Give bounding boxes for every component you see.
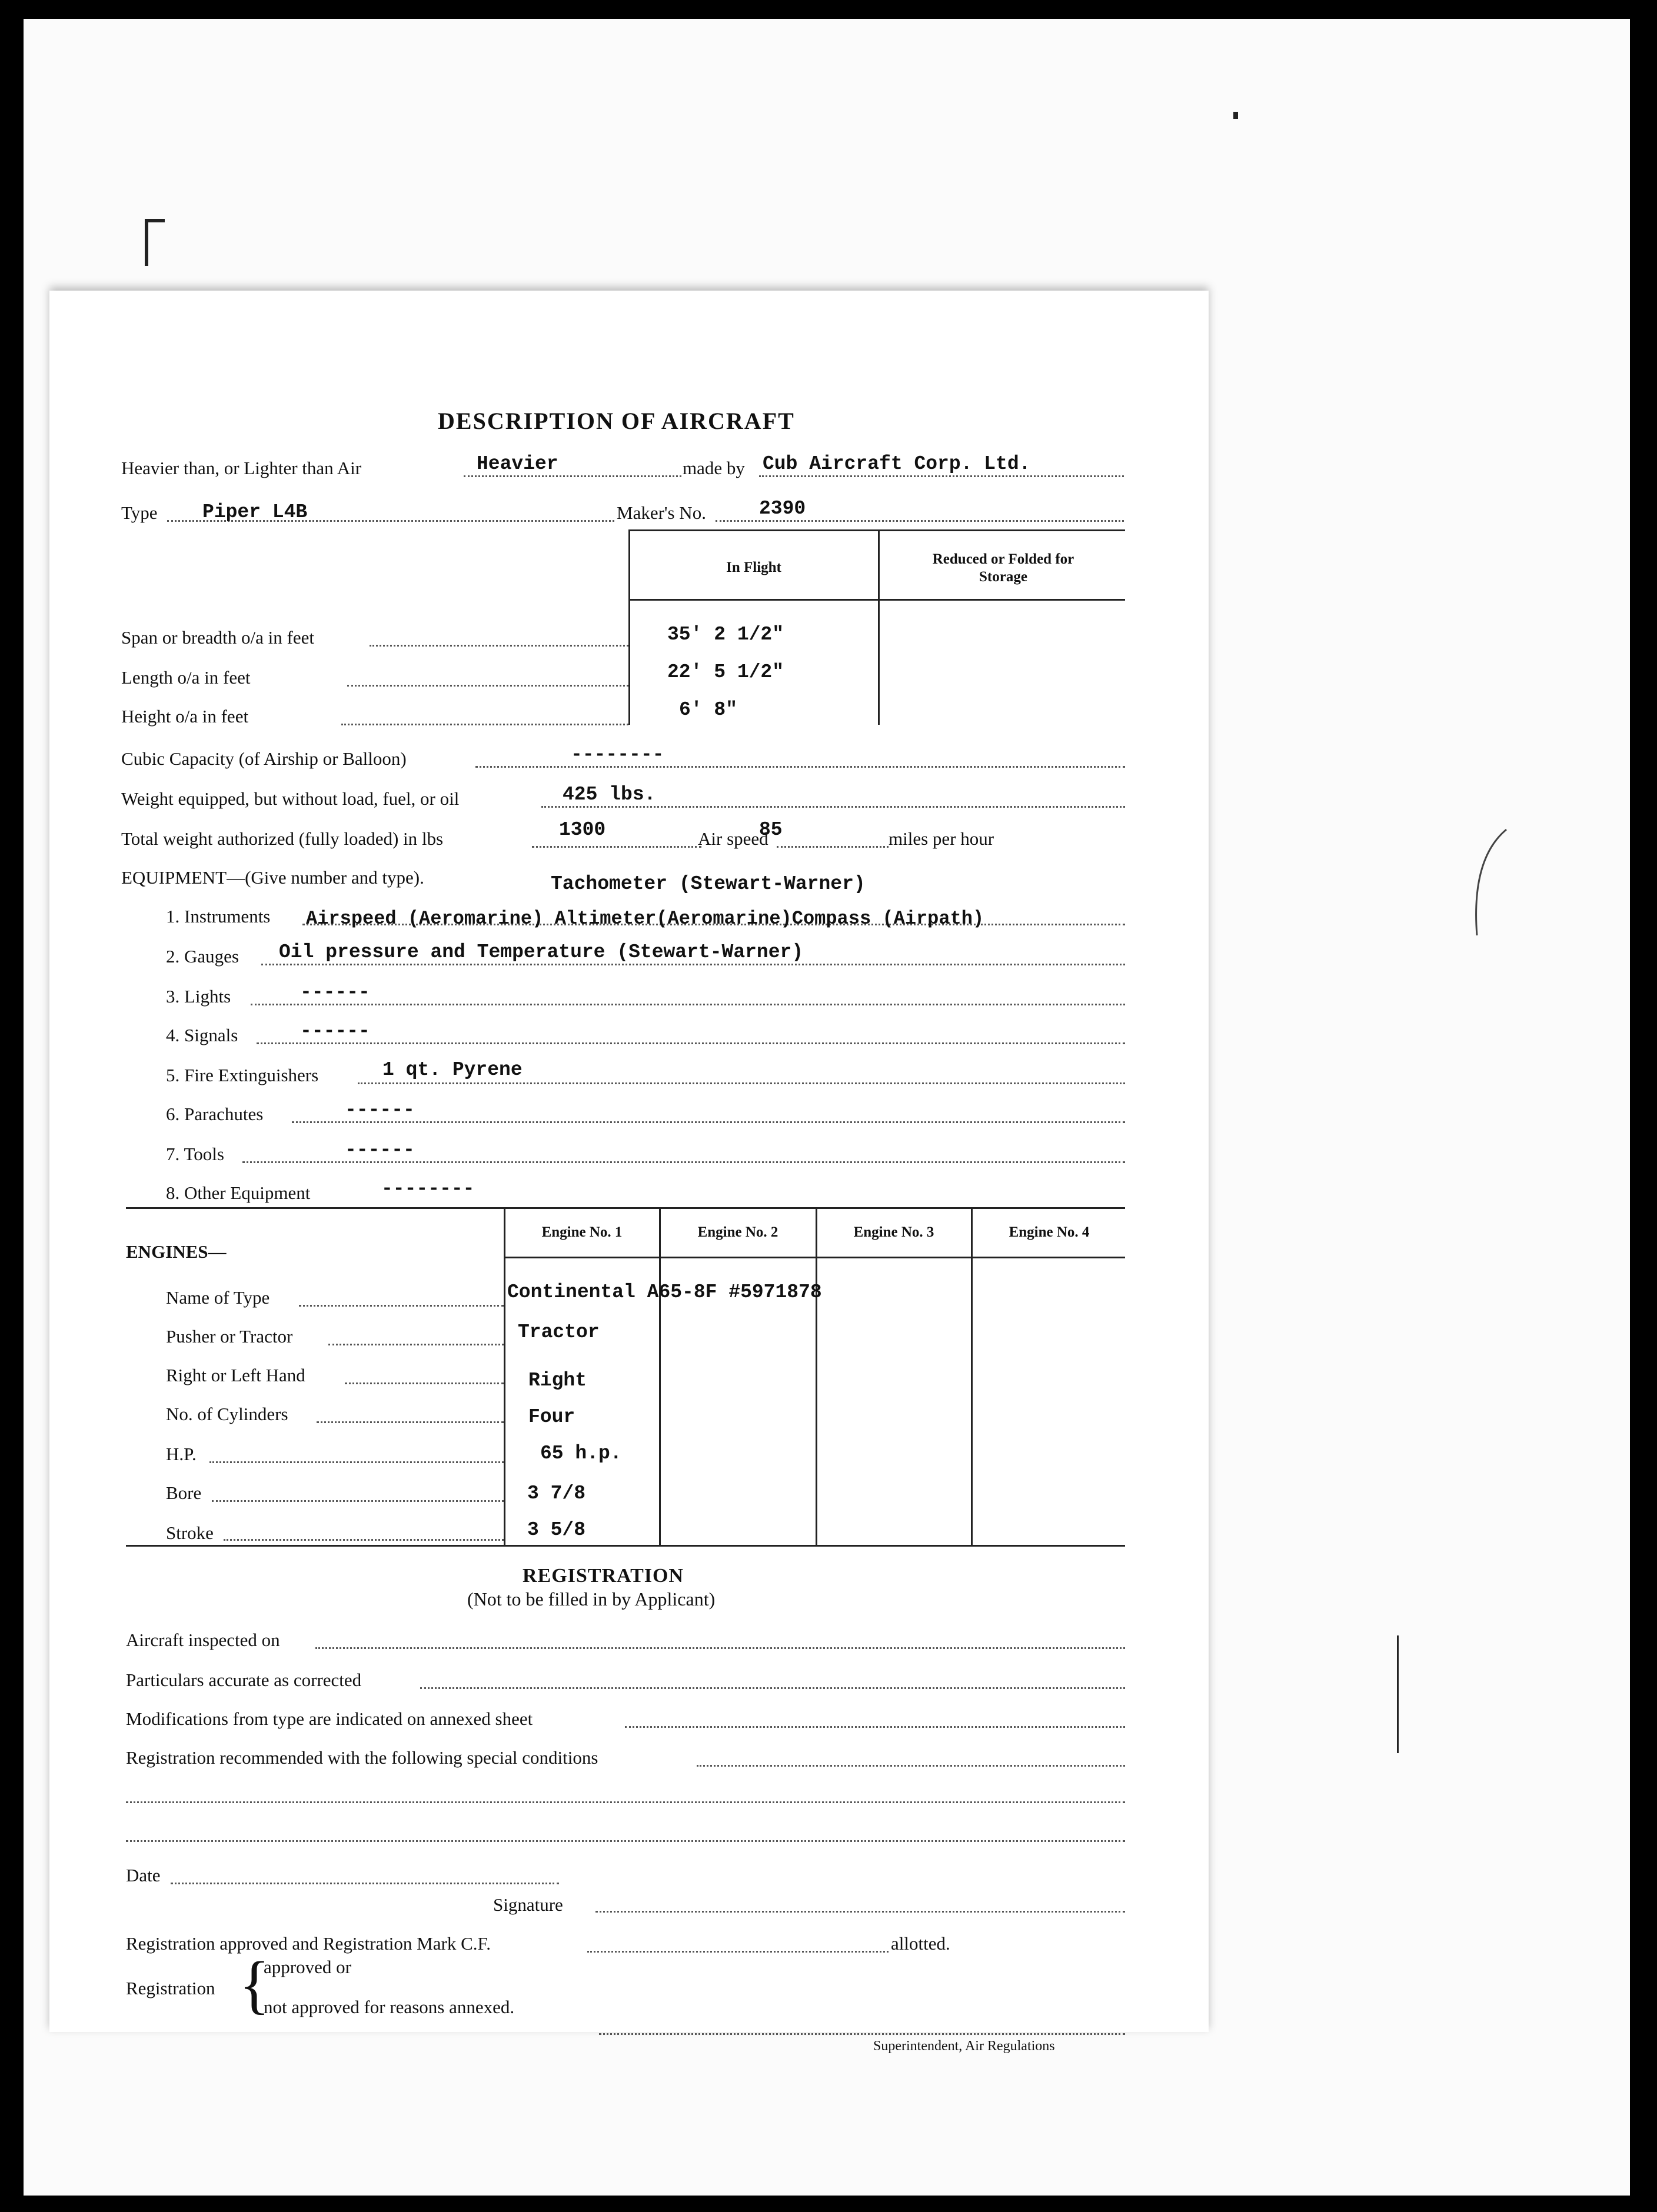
makers-no-field-line (716, 520, 1124, 522)
engine-col-3: Engine No. 3 (853, 1224, 934, 1240)
col-reduced-folded: Reduced or Folded for Storage (932, 551, 1074, 585)
scan-mark (1233, 112, 1238, 119)
registration-field-line (625, 1726, 1125, 1728)
cubic-capacity-value: -------- (571, 744, 664, 765)
cubic-capacity-field-line (475, 766, 1125, 768)
engines-table-top-rule (126, 1207, 1125, 1209)
registration-field-line (315, 1647, 1125, 1649)
engine-row-line (345, 1382, 504, 1384)
registration-line-label: Registration recommended with the following special conditions (126, 1747, 598, 1768)
equipment-item-value: Airspeed (Aeromarine) Altimeter(Aeromarine)Compass (Airpath) (306, 908, 984, 930)
engine-row-value: 3 7/8 (527, 1483, 586, 1504)
registration-title: REGISTRATION (523, 1565, 684, 1587)
signature-label: Signature (493, 1894, 563, 1915)
air-speed-value: 85 (759, 819, 783, 841)
equipment-item-line (292, 1121, 1125, 1123)
equipment-item-line (261, 964, 1125, 965)
equipment-item-value: 1 qt. Pyrene (382, 1059, 523, 1081)
form-title: DESCRIPTION OF AIRCRAFT (438, 408, 795, 434)
mph-label: miles per hour (889, 828, 994, 849)
registration-mark-field-line (587, 1951, 889, 1953)
dimensions-table-top-rule (628, 529, 1125, 531)
engine-row-label: Name of Type (166, 1287, 270, 1308)
heavier-value: Heavier (477, 453, 558, 475)
date-label: Date (126, 1865, 161, 1885)
equipment-item-label: 6. Parachutes (166, 1104, 264, 1124)
weight-equipped-label: Weight equipped, but without load, fuel, or oil (121, 788, 460, 809)
engine-row-value: 3 5/8 (527, 1519, 586, 1541)
engine-col-1: Engine No. 1 (541, 1224, 623, 1240)
registration-line-label: Particulars accurate as corrected (126, 1670, 362, 1690)
col-in-flight: In Flight (726, 559, 781, 575)
equipment-item-label: 5. Fire Extinguishers (166, 1065, 319, 1085)
equipment-label: EQUIPMENT—(Give number and type). (121, 867, 424, 888)
scan-mark (145, 219, 148, 266)
registration-label: Registration (126, 1978, 215, 1998)
length-label: Length o/a in feet (121, 667, 251, 688)
heavier-label: Heavier than, or Lighter than Air (121, 458, 362, 478)
heavier-field-line (464, 475, 681, 477)
total-weight-value: 1300 (559, 819, 606, 841)
engine-row-value: Right (528, 1370, 587, 1391)
registration-blank-line (126, 1801, 1125, 1803)
makers-no-label: Maker's No. (617, 502, 706, 523)
superintendent-label: Superintendent, Air Regulations (873, 2038, 1055, 2054)
engine-row-label: H.P. (166, 1444, 197, 1464)
signature-field-line (595, 1911, 1125, 1913)
air-speed-label: Air speed (698, 828, 768, 849)
engine-col-2: Engine No. 2 (697, 1224, 778, 1240)
engines-label: ENGINES— (126, 1241, 227, 1262)
equipment-item-value: ------ (345, 1099, 415, 1121)
engine-row-line (212, 1500, 504, 1502)
approved-or-label: approved or (264, 1957, 351, 1977)
makers-no-value: 2390 (759, 498, 806, 519)
scan-mark (145, 219, 165, 222)
scan-curve (1465, 824, 1512, 941)
approved-mark-label: Registration approved and Registration Mark C.F. (126, 1933, 491, 1954)
made-by-label: made by (683, 458, 745, 478)
engine-row-label: No. of Cylinders (166, 1404, 288, 1424)
registration-line-label: Modifications from type are indicated on annexed sheet (126, 1708, 533, 1729)
allotted-label: allotted. (891, 1933, 950, 1954)
engine-col-4: Engine No. 4 (1009, 1224, 1090, 1240)
engine-row-value: Four (528, 1406, 575, 1428)
equipment-item-line (251, 1004, 1125, 1005)
span-value: 35' 2 1/2" (667, 624, 784, 645)
length-field-line (347, 685, 628, 687)
span-field-line (370, 645, 628, 647)
made-by-value: Cub Aircraft Corp. Ltd. (763, 453, 1031, 475)
registration-field-line (420, 1687, 1125, 1689)
equipment-item-label: 4. Signals (166, 1025, 238, 1045)
span-label: Span or breadth o/a in feet (121, 627, 314, 648)
engine-row-value: 65 h.p. (540, 1443, 622, 1464)
equipment-item-value: ------ (300, 1020, 370, 1042)
air-speed-field-line (777, 846, 889, 848)
equipment-item-line (358, 1082, 1125, 1084)
total-weight-field-line (532, 846, 701, 848)
dimensions-col-divider (878, 529, 880, 725)
length-value: 22' 5 1/2" (667, 661, 784, 683)
equipment-item-line (257, 1042, 1125, 1044)
engine-row-line (299, 1305, 504, 1307)
engine-row-value: Tractor (518, 1321, 600, 1343)
engine-row-label: Bore (166, 1483, 202, 1503)
superintendent-signature-line (599, 2033, 1125, 2035)
engines-header-rule (504, 1257, 1125, 1258)
scan-mark (1397, 1635, 1399, 1753)
engine-row-line (317, 1421, 504, 1423)
equipment-item-value: ------ (300, 981, 370, 1003)
height-value: 6' 8" (679, 699, 738, 721)
equipment-item-label: 1. Instruments (166, 906, 271, 927)
equipment-item-value: ------ (345, 1139, 415, 1161)
cubic-capacity-label: Cubic Capacity (of Airship or Balloon) (121, 748, 407, 769)
made-by-field-line (759, 475, 1124, 477)
engines-table-bottom-rule (126, 1545, 1125, 1547)
equipment-extra-value: Tachometer (Stewart-Warner) (551, 873, 866, 895)
registration-blank-line (126, 1840, 1125, 1842)
dimensions-header-rule (628, 599, 1125, 601)
not-approved-label: not approved for reasons annexed. (264, 1997, 515, 2017)
equipment-item-value: Oil pressure and Temperature (Stewart-Warner) (279, 941, 804, 963)
weight-equipped-value: 425 lbs. (563, 784, 656, 805)
equipment-item-label: 8. Other Equipment (166, 1182, 311, 1203)
registration-brace: { (239, 1948, 270, 2020)
engine-row-label: Right or Left Hand (166, 1365, 305, 1385)
engine-row-line (209, 1461, 504, 1463)
engine-row-line (328, 1344, 504, 1345)
height-field-line (341, 724, 628, 725)
date-field-line (171, 1883, 559, 1884)
type-value: Piper L4B (202, 501, 308, 523)
registration-field-line (697, 1765, 1125, 1767)
weight-equipped-field-line (541, 806, 1125, 808)
equipment-item-line (242, 1161, 1125, 1163)
engine-row-line (224, 1539, 504, 1541)
registration-line-label: Aircraft inspected on (126, 1630, 280, 1650)
equipment-item-label: 3. Lights (166, 986, 231, 1007)
engine-row-label: Pusher or Tractor (166, 1326, 293, 1347)
total-weight-label: Total weight authorized (fully loaded) in lbs (121, 828, 444, 849)
engine-row-value: Continental A65-8F #5971878 (507, 1281, 822, 1303)
registration-subtitle: (Not to be filled in by Applicant) (467, 1588, 716, 1610)
equipment-item-label: 2. Gauges (166, 946, 239, 967)
dimensions-col-divider (628, 529, 630, 725)
height-label: Height o/a in feet (121, 706, 249, 727)
equipment-item-label: 7. Tools (166, 1144, 224, 1164)
engine-row-label: Stroke (166, 1523, 214, 1543)
equipment-item-value: -------- (381, 1178, 475, 1200)
type-label: Type (121, 502, 158, 523)
